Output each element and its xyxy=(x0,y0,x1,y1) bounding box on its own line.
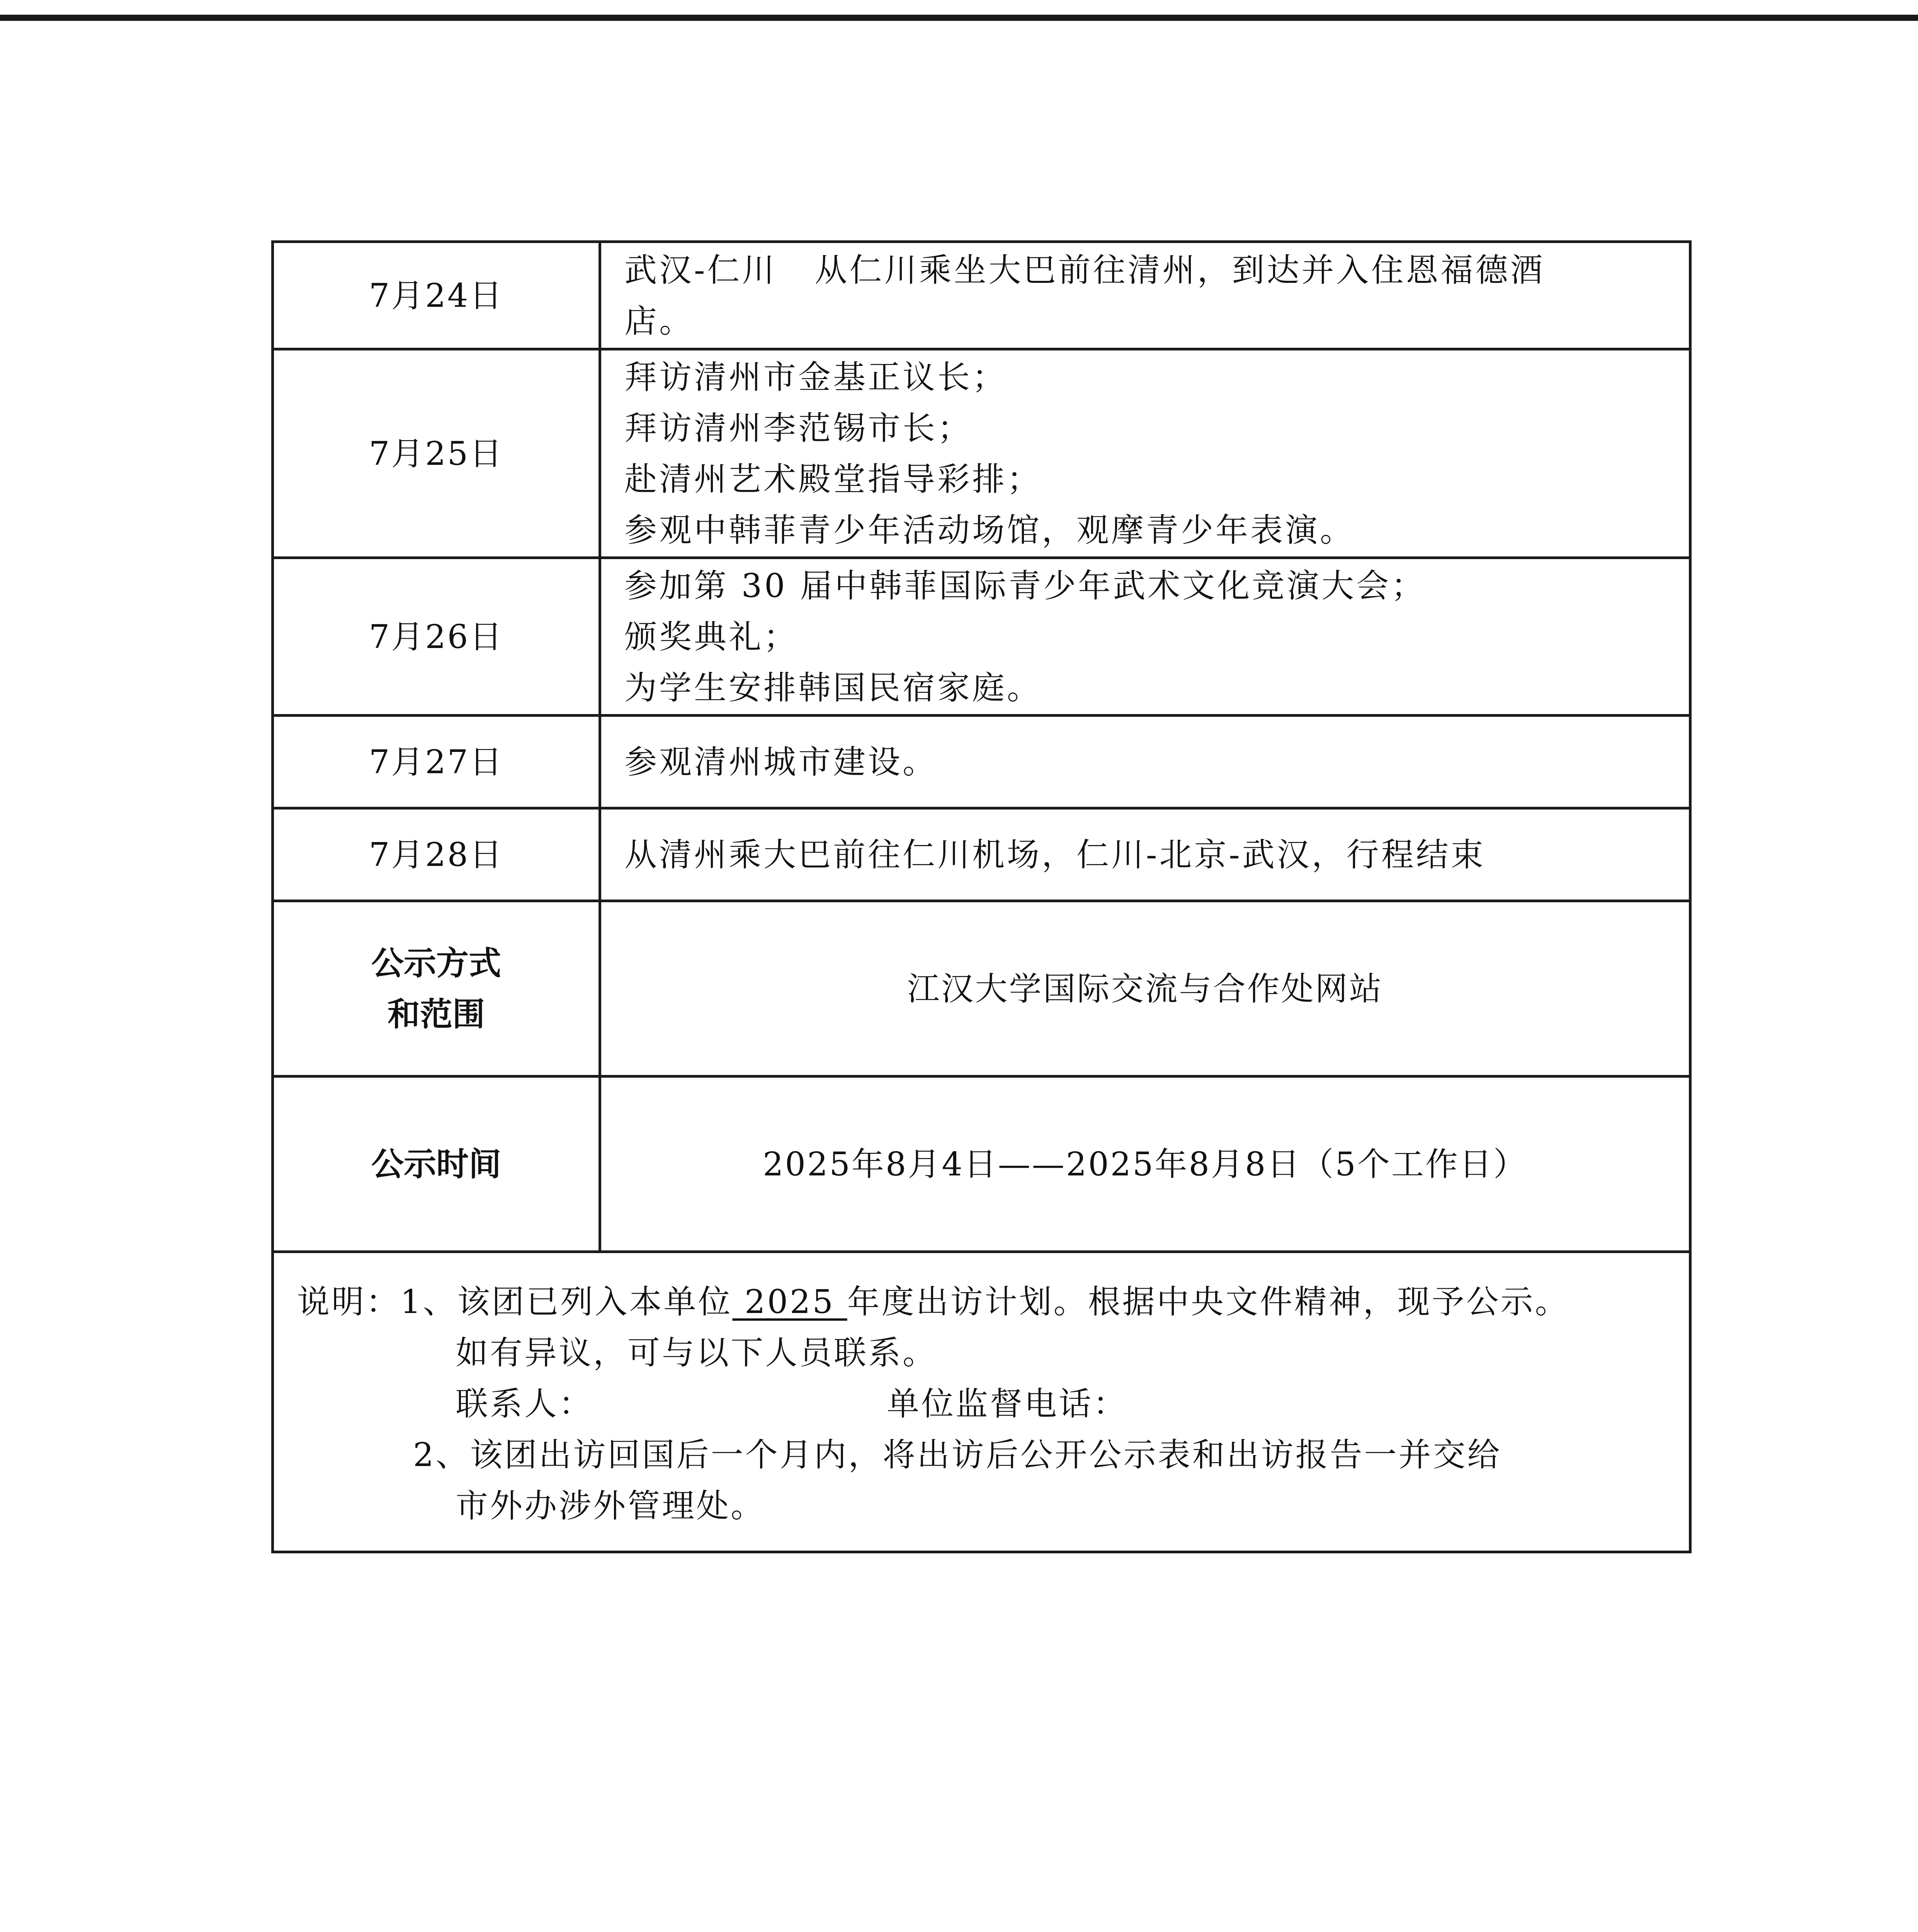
date-cell: 7月28日 xyxy=(273,808,600,901)
publicity-method-label: 公示方式 和范围 xyxy=(273,901,600,1077)
activity-cell xyxy=(600,558,1690,716)
itinerary-table xyxy=(271,240,1692,1553)
date-cell: 7月25日 xyxy=(273,349,600,558)
activity-line: 武汉-仁川 从仁川乘坐大巴前往清州，到达并入住恩福德酒 xyxy=(624,251,1545,289)
activity-cell xyxy=(600,242,1690,349)
activity-line: 参加第 30 届中韩菲国际青少年武术文化竞演大会； xyxy=(624,566,1426,605)
note-line: 2、该团出访回国后一个月内，将出访后公开公示表和出访报告一并交给 xyxy=(413,1436,1502,1474)
activity-cell xyxy=(600,349,1690,558)
plan-year: 2025 xyxy=(732,1283,847,1321)
activity-line: 赴清州艺术殿堂指导彩排； xyxy=(624,460,1042,498)
activity-line: 店。 xyxy=(624,302,694,340)
activity-line: 为学生安排韩国民宿家庭。 xyxy=(624,668,1042,707)
table-row xyxy=(273,558,1690,716)
activity-line: 拜访清州市金基正议长； xyxy=(624,358,1007,396)
publicity-method-value: 江汉大学国际交流与合作处网站 xyxy=(600,901,1690,1077)
note-line: 市外办涉外管理处。 xyxy=(456,1487,765,1525)
activity-cell xyxy=(600,808,1690,901)
activity-line: 拜访清州李范锡市长； xyxy=(624,409,973,447)
table-row xyxy=(273,901,1690,1077)
activity-line: 参观清州城市建设。 xyxy=(624,743,938,781)
activity-line: 颁奖典礼； xyxy=(624,617,799,656)
note-line: 说明：1、该团已列入本单位 2025 年度出访计划。根据中央文件精神，现予公示。 xyxy=(297,1283,1569,1321)
table-row xyxy=(273,242,1690,349)
table-row xyxy=(273,1077,1690,1252)
activity-cell xyxy=(600,716,1690,808)
publicity-time-value: 2025年8月4日——2025年8月8日（5个工作日） xyxy=(600,1077,1690,1252)
contact-line: 联系人： 单位监督电话： xyxy=(456,1385,1128,1423)
scan-edge-line xyxy=(0,15,1918,21)
activity-line: 参观中韩菲青少年活动场馆，观摩青少年表演。 xyxy=(624,511,1355,549)
table-row xyxy=(273,716,1690,808)
table-row xyxy=(273,1252,1690,1552)
date-cell: 7月27日 xyxy=(273,716,600,808)
table-row xyxy=(273,808,1690,901)
publicity-time-label: 公示时间 xyxy=(273,1077,600,1252)
date-cell: 7月26日 xyxy=(273,558,600,716)
activity-line: 从清州乘大巴前往仁川机场，仁川-北京-武汉，行程结束 xyxy=(624,835,1486,874)
table-row xyxy=(273,349,1690,558)
notes-cell xyxy=(273,1252,1690,1552)
date-cell: 7月24日 xyxy=(273,242,600,349)
note-line: 如有异议，可与以下人员联系。 xyxy=(456,1334,937,1372)
